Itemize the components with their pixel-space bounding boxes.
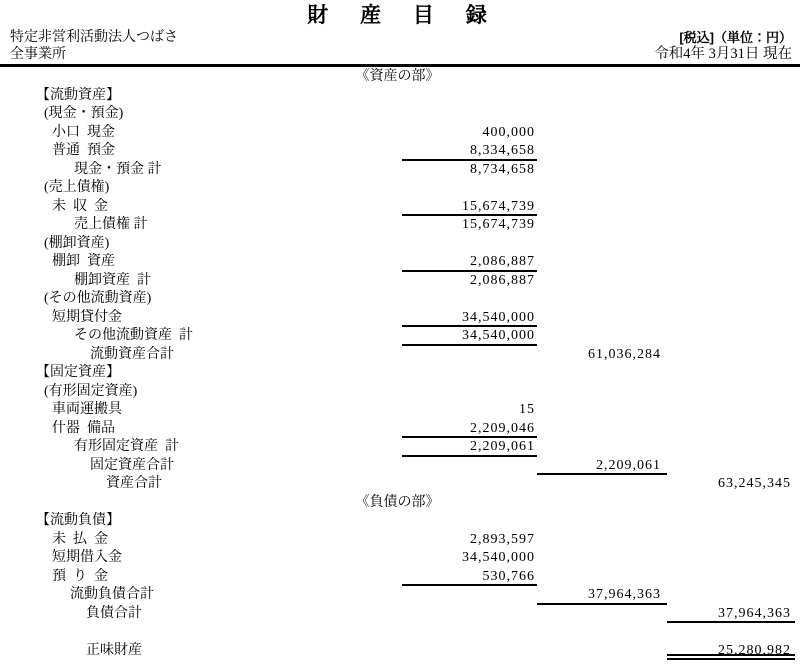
- report-row: [0, 549, 800, 568]
- row-label: 【固定資産】: [36, 365, 120, 380]
- amount-col1: [402, 105, 537, 124]
- report-row: [0, 161, 800, 180]
- row-label: (その他流動資産): [44, 291, 152, 306]
- report-body: [0, 67, 800, 660]
- amount-col3: [667, 549, 795, 568]
- as-of-date: 令和4年 3月31日 現在: [654, 46, 792, 62]
- amount-col2: [537, 327, 667, 346]
- row-label: 負債合計: [86, 605, 142, 621]
- report-row: [0, 142, 800, 161]
- section-heading: [0, 68, 800, 87]
- report-row: [0, 401, 800, 420]
- row-label: 資産合計: [106, 476, 162, 491]
- amount-col2: [537, 179, 667, 198]
- organization-name: 特定非営利活動法人つばさ: [10, 30, 178, 45]
- row-label: 什器 備品: [52, 420, 115, 436]
- amount-col1: 34,540,000: [402, 327, 537, 346]
- amount-col2: [537, 290, 667, 309]
- report-row: [0, 346, 800, 365]
- amount-col3: 25,280,982: [667, 642, 795, 661]
- amount-col1: [402, 383, 537, 402]
- office-scope: 全事業所: [10, 47, 66, 62]
- row-label: 流動資産合計: [90, 346, 174, 362]
- row-label: 未 払 金: [52, 531, 108, 547]
- amount-col1: 8,734,658: [470, 161, 535, 177]
- row-label: (棚卸資産): [44, 235, 110, 251]
- amount-col1: [402, 457, 537, 476]
- document-title: 財 産 目 録: [307, 4, 493, 27]
- row-label: 流動負債合計: [70, 587, 154, 602]
- amount-col3: [667, 198, 795, 217]
- section-heading-label: 《負債の部》: [355, 494, 440, 510]
- amount-col3: [667, 253, 795, 272]
- amount-col2: [537, 475, 667, 494]
- amount-col2: [537, 531, 667, 550]
- amount-col2: [537, 401, 667, 420]
- amount-col3: [667, 161, 795, 180]
- amount-col3: [667, 364, 795, 383]
- row-label: 短期借入金: [52, 550, 122, 565]
- amount-col2: [537, 568, 667, 587]
- amount-col1: 34,540,000: [402, 309, 537, 328]
- report-row: [0, 235, 800, 254]
- amount-col3: [667, 105, 795, 124]
- report-row: [0, 420, 800, 439]
- amount-col2: [537, 216, 667, 235]
- amount-col3: [667, 420, 795, 439]
- header-right: [654, 29, 792, 63]
- report-row: [0, 605, 800, 624]
- header-left: [10, 29, 178, 63]
- report-row: [0, 290, 800, 309]
- row-label: (現金・預金): [44, 106, 124, 121]
- report-row: [0, 383, 800, 402]
- amount-col2: [537, 642, 667, 661]
- row-label: 未 収 金: [52, 198, 108, 214]
- spacer-row: [0, 623, 800, 642]
- amount-col2: [537, 105, 667, 124]
- amount-col1: [402, 512, 537, 531]
- amount-col3: [667, 290, 795, 309]
- row-label: 普通 預金: [52, 143, 115, 158]
- amount-col3: [667, 124, 795, 143]
- amount-col3: [667, 531, 795, 550]
- report-row: [0, 642, 800, 661]
- amount-col1: [402, 605, 537, 624]
- amount-col2: [537, 605, 667, 624]
- report-row: [0, 87, 800, 106]
- amount-col2: [537, 512, 667, 531]
- amount-col1: 400,000: [482, 124, 535, 140]
- amount-col2: [537, 235, 667, 254]
- amount-col2: [537, 549, 667, 568]
- amount-col1: [402, 290, 537, 309]
- amount-col2: [537, 438, 667, 457]
- report-row: [0, 531, 800, 550]
- row-label: その他流動資産 計: [74, 328, 193, 343]
- report-row: [0, 364, 800, 383]
- row-label: (有形固定資産): [44, 383, 138, 399]
- amount-col3: [667, 235, 795, 254]
- row-label: 預 り 金: [52, 568, 108, 584]
- report-row: [0, 512, 800, 531]
- amount-col3: [667, 327, 795, 346]
- amount-col3: 37,964,363: [667, 605, 795, 624]
- amount-col3: [667, 272, 795, 291]
- report-row: [0, 216, 800, 235]
- amount-col1: [402, 475, 537, 494]
- amount-col1: [402, 364, 537, 383]
- report-row: [0, 198, 800, 217]
- amount-col1: 15: [519, 402, 535, 417]
- report-row: [0, 124, 800, 143]
- amount-col3: [667, 309, 795, 328]
- row-label: (売上債権): [44, 180, 110, 195]
- amount-col3: [667, 401, 795, 420]
- amount-col1: [402, 586, 537, 605]
- amount-col1: [402, 235, 537, 254]
- row-label: 現金・預金 計: [74, 161, 162, 177]
- amount-col1: [402, 642, 537, 661]
- amount-col1: 2,086,887: [402, 253, 537, 272]
- amount-col2: [537, 142, 667, 161]
- amount-col3: [667, 586, 795, 605]
- row-label: 車両運搬具: [52, 402, 122, 417]
- report-row: [0, 475, 800, 494]
- amount-col2: [537, 253, 667, 272]
- row-label: 棚卸 資産: [52, 254, 115, 269]
- section-heading: [0, 494, 800, 513]
- row-label: 小口 現金: [52, 124, 115, 140]
- report-row: [0, 105, 800, 124]
- row-label: 【流動資産】: [36, 87, 120, 103]
- amount-col3: [667, 216, 795, 235]
- report-row: [0, 253, 800, 272]
- amount-col2: [537, 272, 667, 291]
- report-row: [0, 327, 800, 346]
- report-row: [0, 438, 800, 457]
- amount-col2: [537, 87, 667, 106]
- amount-col1: [402, 87, 537, 106]
- amount-col1: 2,209,061: [402, 438, 537, 457]
- row-label: 棚卸資産 計: [74, 272, 151, 288]
- amount-col2: 37,964,363: [537, 586, 667, 605]
- amount-col2: [537, 124, 667, 143]
- tax-unit-note: [税込]（単位：円）: [679, 30, 792, 45]
- section-heading-label: 《資産の部》: [355, 69, 440, 84]
- amount-col2: [537, 198, 667, 217]
- row-label: 短期貸付金: [52, 309, 122, 325]
- row-label: 売上債権 計: [74, 217, 148, 232]
- row-label: 正味財産: [86, 642, 142, 658]
- amount-col3: [667, 438, 795, 457]
- amount-col3: [667, 568, 795, 587]
- amount-col3: [667, 512, 795, 531]
- report-row: [0, 586, 800, 605]
- amount-col3: [667, 383, 795, 402]
- amount-col1: [402, 346, 537, 365]
- amount-col1: [402, 179, 537, 198]
- document-header: [0, 29, 800, 63]
- amount-col3: 63,245,345: [718, 476, 791, 491]
- report-row: [0, 309, 800, 328]
- report-row: [0, 272, 800, 291]
- report-row: [0, 568, 800, 587]
- amount-col1: 8,334,658: [402, 142, 537, 161]
- report-row: [0, 179, 800, 198]
- amount-col2: [537, 364, 667, 383]
- amount-col2: [537, 383, 667, 402]
- amount-col2: [537, 420, 667, 439]
- amount-col2: [537, 161, 667, 180]
- amount-col3: [667, 179, 795, 198]
- report-row: [0, 457, 800, 476]
- amount-col1: 34,540,000: [462, 550, 535, 565]
- amount-col2: [537, 309, 667, 328]
- row-label: 有形固定資産 計: [74, 439, 179, 454]
- amount-col1: 2,209,046: [402, 420, 537, 439]
- amount-col1: 15,674,739: [462, 217, 535, 232]
- amount-col3: [667, 346, 795, 365]
- amount-col1: 2,086,887: [470, 272, 535, 288]
- amount-col3: [667, 142, 795, 161]
- amount-col1: 530,766: [402, 568, 537, 587]
- amount-col3: [667, 457, 795, 476]
- amount-col1: 15,674,739: [402, 198, 537, 217]
- row-label: 固定資産合計: [90, 457, 174, 473]
- row-label: 【流動負債】: [36, 513, 120, 528]
- amount-col2: 61,036,284: [588, 346, 661, 362]
- amount-col1: 2,893,597: [470, 531, 535, 547]
- amount-col3: [667, 87, 795, 106]
- amount-col2: 2,209,061: [537, 457, 667, 476]
